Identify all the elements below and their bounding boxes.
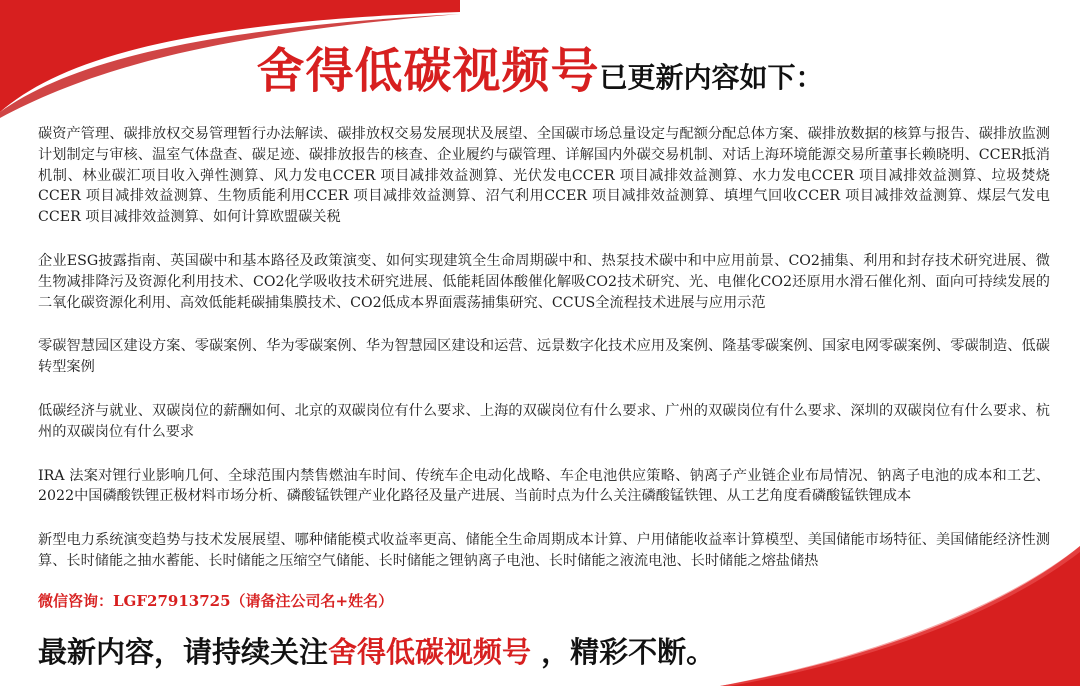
footer-suffix: ，精彩不断。: [531, 635, 716, 669]
header-suffix: 已更新内容如下：: [599, 61, 824, 94]
topic-paragraph-zero-carbon-cases: 零碳智慧园区建设方案、零碳案例、华为零碳案例、华为智慧园区建设和运营、远景数字化技术应用及案例、隆基零碳案例、国家电网零碳案例、零碳制造、低碳转型案例: [38, 338, 1050, 376]
topic-paragraph-batteries: IRA 法案对锂行业影响几何、全球范围内禁售燃油车时间、传统车企电动化战略、车企电池供应策略、钠离子产业链企业布局情况、钠离子电池的成本和工艺、2022中国磷酸铁锂正极材料市场分析、磷酸锰铁锂产业化路径及量产进展、当前时点为什么关注磷酸锰铁锂、从工艺角度看磷酸锰铁锂成本: [38, 467, 1050, 505]
page-header: [0, 32, 1080, 101]
header-brand-title: 舍得低碳视频号: [256, 43, 600, 99]
footer-prefix: 最新内容，请持续关注: [38, 635, 329, 669]
footer-brand: 舍得低碳视频号: [328, 635, 532, 669]
wechat-contact: 微信咨询：LGF27913725（请备注公司名+姓名）: [38, 592, 394, 610]
topic-paragraph-energy-storage: 新型电力系统演变趋势与技术发展展望、哪种储能模式收益率更高、储能全生命周期成本计算、户用储能收益率计算模型、美国储能市场特征、美国储能经济性测算、长时储能之抽水蓄能、长时储能之压缩空气储能、长时储能之锂钠离子电池、长时储能之液流电池、长时储能之熔盐储热: [38, 532, 1050, 569]
content-list: [38, 124, 1050, 595]
topic-paragraph-carbon-trading: 碳资产管理、碳排放权交易管理暂行办法解读、碳排放权交易发展现状及展望、全国碳市场总量设定与配额分配总体方案、碳排放数据的核算与报告、碳排放监测计划制定与审核、温室气体盘查、碳足迹、碳排放报告的核查、企业履约与碳管理、详解国内外碳交易机制、对话上海环境能源交易所董事长赖晓明、CCER抵消机制、林业碳汇项目收入弹性测算、风力发电CCER 项目减排效益测算、光伏发电CCER 项目减排效益测算、水力发电CCER 项目减排效益测算、垃圾焚烧CCER 项目减排效益测算、生物质能利用CCER 项目减排效益测算、沼气利用CCER 项目减排效益测算、填埋气回收CCER 项目减排效益测算、煤层气发电CCER 项目减排效益测算、如何计算欧盟碳关税: [38, 126, 1050, 226]
topic-paragraph-jobs: 低碳经济与就业、双碳岗位的薪酬如何、北京的双碳岗位有什么要求、上海的双碳岗位有什么要求、广州的双碳岗位有什么要求、深圳的双碳岗位有什么要求、杭州的双碳岗位有什么要求: [38, 402, 1050, 440]
footer-tagline: [38, 630, 715, 671]
topic-paragraph-ccus: 企业ESG披露指南、英国碳中和基本路径及政策演变、如何实现建筑全生命周期碳中和、热泵技术碳中和中应用前景、CO2捕集、利用和封存技术研究进展、微生物减排降污及资源化利用技术、CO2化学吸收技术研究进展、低能耗固体酸催化解吸CO2技术研究、光、电催化CO2还原用水滑石催化剂、面向可持续发展的二氧化碳资源化利用、高效低能耗碳捕集膜技术、CO2低成本界面震荡捕集研究、CCUS全流程技术进展与应用示范: [38, 252, 1050, 311]
